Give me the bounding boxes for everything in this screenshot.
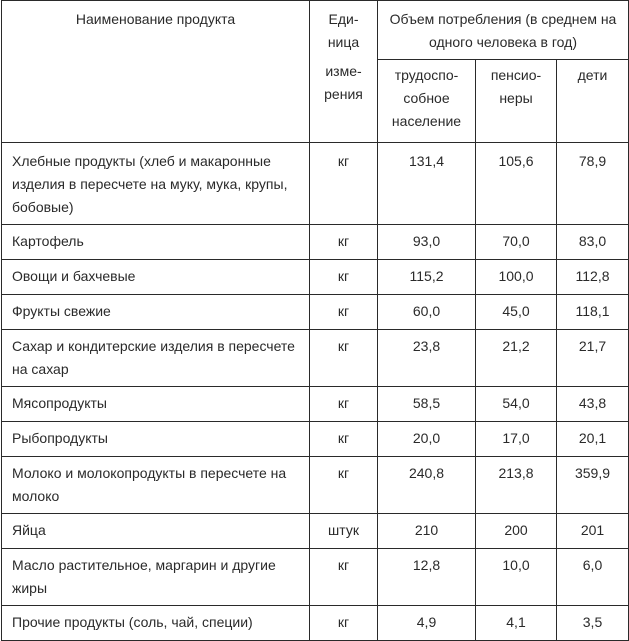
pensioners-value: 4,1 (476, 606, 557, 641)
header-working-line: население (391, 113, 462, 129)
product-name: Картофель (2, 225, 310, 260)
children-value: 20,1 (557, 422, 629, 457)
table-row (2, 549, 629, 606)
header-unit-top (310, 1, 378, 60)
header-unit-bottom-line: изме- (325, 62, 362, 79)
table-row (2, 422, 629, 457)
working-value: 131,4 (378, 143, 476, 225)
product-name: Мясопродукты (2, 387, 310, 422)
table-header (2, 1, 629, 143)
working-value: 4,9 (378, 606, 476, 641)
children-value: 83,0 (557, 225, 629, 260)
pensioners-value: 105,6 (476, 143, 557, 225)
product-name: Молоко и молокопродукты в пересчете на молоко (2, 457, 310, 514)
pensioners-value: 45,0 (476, 295, 557, 330)
children-value: 43,8 (557, 387, 629, 422)
header-children (557, 60, 629, 143)
header-pensioners (476, 60, 557, 143)
header-unit-top-line: Еди- (328, 11, 359, 27)
unit-cell: кг (310, 387, 378, 422)
working-value: 60,0 (378, 295, 476, 330)
pensioners-value: 70,0 (476, 225, 557, 260)
pensioners-value: 213,8 (476, 457, 557, 514)
working-value: 115,2 (378, 260, 476, 295)
table-row (2, 260, 629, 295)
unit-cell: кг (310, 143, 378, 225)
table-row (2, 225, 629, 260)
header-children-line: дети (577, 67, 608, 83)
unit-cell: кг (310, 225, 378, 260)
unit-cell: штук (310, 514, 378, 549)
children-value: 6,0 (557, 549, 629, 606)
consumption-table (1, 0, 629, 641)
unit-cell: кг (310, 295, 378, 330)
working-value: 210 (378, 514, 476, 549)
children-value: 201 (557, 514, 629, 549)
table-row (2, 143, 629, 225)
product-name: Хлебные продукты (хлеб и макаронные изделия в пересчете на муку, мука, крупы, бобовые) (2, 143, 310, 225)
product-name: Прочие продукты (соль, чай, специи) (2, 606, 310, 641)
unit-cell: кг (310, 330, 378, 387)
working-value: 23,8 (378, 330, 476, 387)
pensioners-value: 200 (476, 514, 557, 549)
unit-cell: кг (310, 457, 378, 514)
unit-cell: кг (310, 606, 378, 641)
table-body (2, 143, 629, 641)
product-name: Фрукты свежие (2, 295, 310, 330)
header-pensioners-line: пенсио- (490, 67, 542, 83)
working-value: 58,5 (378, 387, 476, 422)
children-value: 21,7 (557, 330, 629, 387)
table-row (2, 606, 629, 641)
working-value: 20,0 (378, 422, 476, 457)
children-value: 118,1 (557, 295, 629, 330)
working-value: 240,8 (378, 457, 476, 514)
product-name: Рыбопродукты (2, 422, 310, 457)
working-value: 93,0 (378, 225, 476, 260)
table-row (2, 514, 629, 549)
pensioners-value: 54,0 (476, 387, 557, 422)
unit-cell: кг (310, 549, 378, 606)
table-row (2, 295, 629, 330)
pensioners-value: 17,0 (476, 422, 557, 457)
pensioners-value: 21,2 (476, 330, 557, 387)
header-pensioners-line: неры (499, 90, 533, 106)
header-product: Наименование продукта (2, 1, 310, 143)
working-value: 12,8 (378, 549, 476, 606)
table-row (2, 330, 629, 387)
product-name: Сахар и кондитерские изделия в пересчете на сахар (2, 330, 310, 387)
product-name: Масло растительное, маргарин и другие жиры (2, 549, 310, 606)
header-consumption: Объем потребления (в среднем на одного человека в год) (378, 1, 629, 60)
children-value: 112,8 (557, 260, 629, 295)
product-name: Овощи и бахчевые (2, 260, 310, 295)
unit-cell: кг (310, 422, 378, 457)
header-working-line: собное (403, 90, 450, 106)
unit-cell: кг (310, 260, 378, 295)
pensioners-value: 100,0 (476, 260, 557, 295)
header-unit-bottom (310, 60, 378, 143)
header-unit-top-line: ница (327, 34, 360, 50)
product-name: Яйца (2, 514, 310, 549)
header-working (378, 60, 476, 143)
table-row (2, 387, 629, 422)
header-working-line: трудоспо- (394, 67, 459, 83)
table-row (2, 457, 629, 514)
children-value: 3,5 (557, 606, 629, 641)
header-unit-bottom-line: рения (324, 85, 363, 102)
children-value: 359,9 (557, 457, 629, 514)
children-value: 78,9 (557, 143, 629, 225)
pensioners-value: 10,0 (476, 549, 557, 606)
